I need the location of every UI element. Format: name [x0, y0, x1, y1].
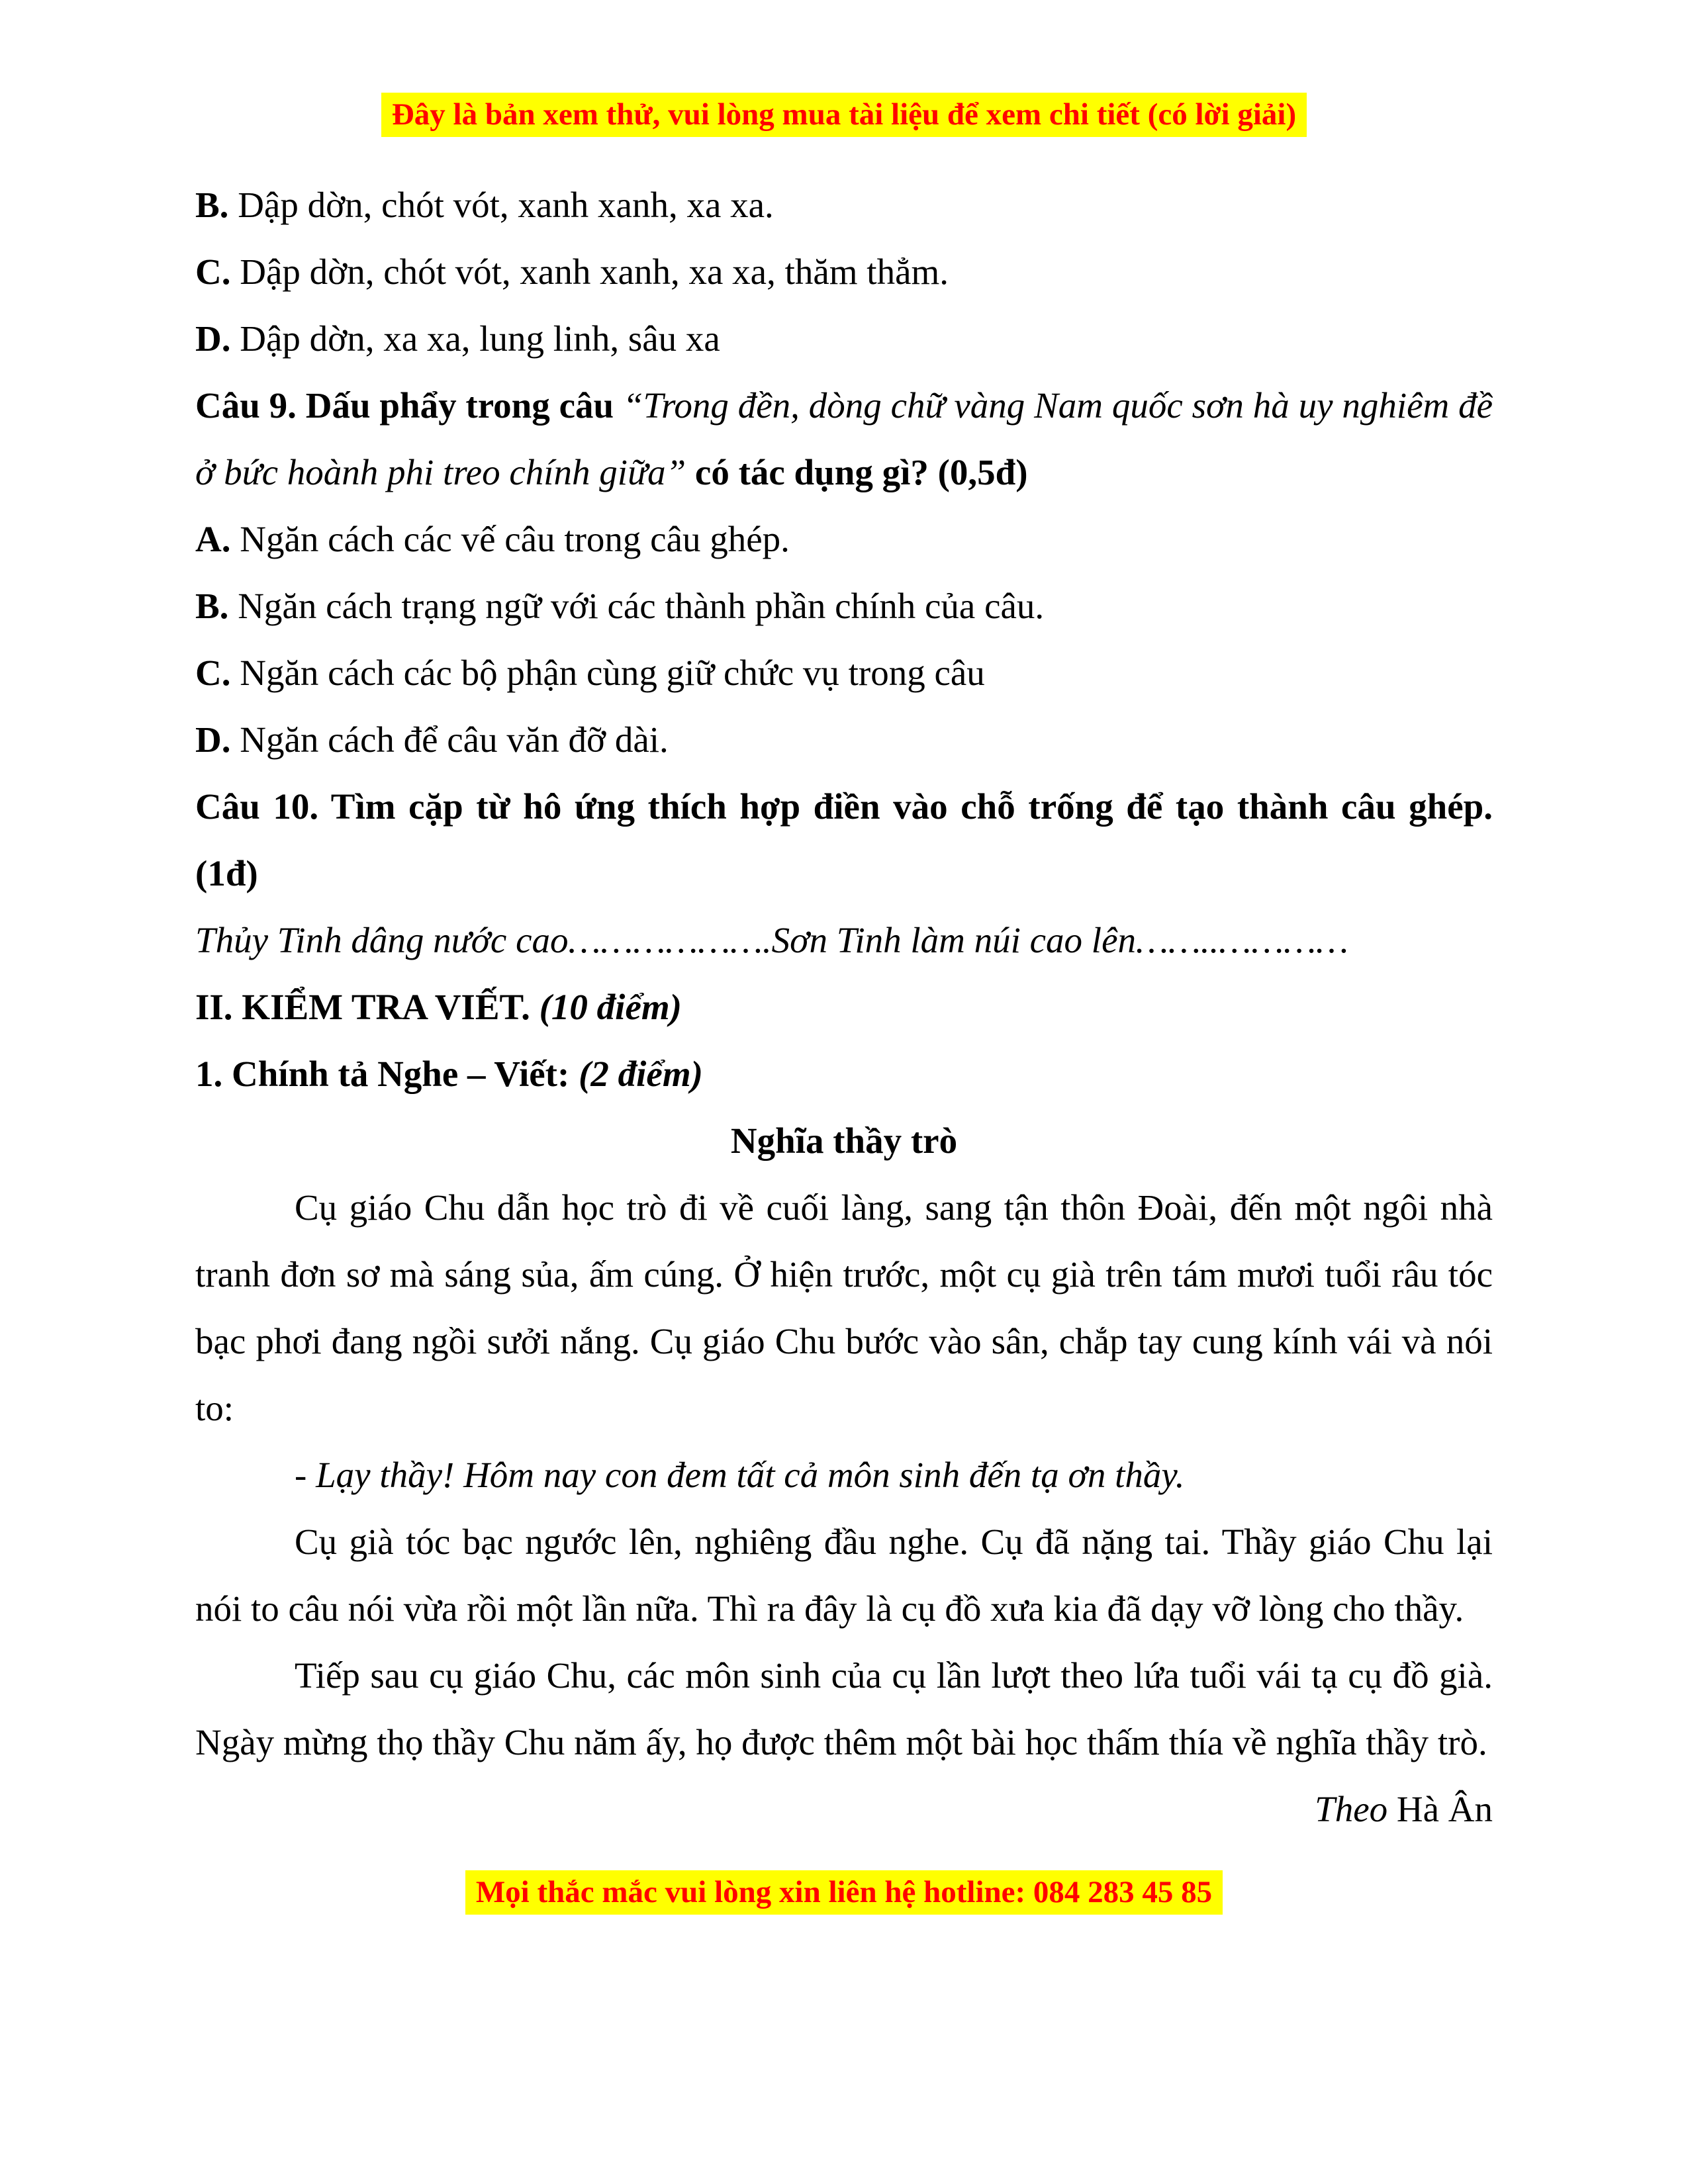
- q8-option-b: [195, 171, 1493, 238]
- q9-option-a-text: Ngăn cách các vế câu trong câu ghép.: [230, 519, 790, 560]
- q8-option-d-label: D.: [195, 318, 231, 359]
- q9-option-d: [195, 706, 1493, 773]
- q9-option-c: [195, 639, 1493, 706]
- q8-option-b-label: B.: [195, 185, 229, 226]
- hotline-banner: Mọi thắc mắc vui lòng xin liên hệ hotline: 084 283 45 85: [465, 1870, 1223, 1915]
- q9-option-c-label: C.: [195, 653, 231, 694]
- top-banner-row: [195, 93, 1493, 137]
- passage-paragraph-2: Cụ già tóc bạc ngước lên, nghiêng đầu nghe. Cụ đã nặng tai. Thầy giáo Chu lại nói to câu nói vừa rồi một lần nữa. Thì ra đây là cụ đồ xưa kia đã dạy vỡ lòng cho thầy.: [195, 1522, 1493, 1629]
- q9-option-c-text: Ngăn cách các bộ phận cùng giữ chức vụ trong câu: [230, 653, 985, 694]
- document-body: [195, 171, 1493, 1843]
- question-9-prompt: [195, 372, 1493, 506]
- attribution-line: [195, 1776, 1493, 1843]
- subsection-1-heading: [195, 1040, 1493, 1107]
- bottom-banner-row: [195, 1870, 1493, 1915]
- q9-option-b-text: Ngăn cách trạng ngữ với các thành phần chính của câu.: [228, 586, 1045, 627]
- q9-option-b: [195, 572, 1493, 639]
- question-9-lead: Câu 9. Dấu phẩy trong câu: [195, 385, 623, 426]
- attribution-theo: Theo: [1315, 1789, 1388, 1830]
- question-9-task: có tác dụng gì? (0,5đ): [686, 452, 1028, 493]
- q8-option-c-label: C.: [195, 251, 231, 293]
- question-10-fill-line: Thủy Tinh dâng nước cao……………….Sơn Tinh làm núi cao lên……..…………: [195, 920, 1348, 961]
- section-2-heading: [195, 974, 1493, 1040]
- q8-option-c: [195, 238, 1493, 305]
- q8-option-b-text: Dập dờn, chót vót, xanh xanh, xa xa.: [228, 185, 774, 226]
- q9-option-d-text: Ngăn cách để câu văn đỡ dài.: [230, 719, 669, 760]
- q9-option-a: [195, 506, 1493, 572]
- section-2-heading-text: II. KIỂM TRA VIẾT.: [195, 987, 530, 1028]
- passage-paragraph-3: Tiếp sau cụ giáo Chu, các môn sinh của cụ lần lượt theo lứa tuổi vái tạ cụ đồ già. Ngày mừng thọ thầy Chu năm ấy, họ được thêm một bài học thấm thía về nghĩa thầy trò.: [195, 1655, 1493, 1763]
- attribution-author: Hà Ân: [1387, 1789, 1493, 1830]
- passage-title: Nghĩa thầy trò: [730, 1120, 958, 1161]
- passage-paragraph-1: Cụ giáo Chu dẫn học trò đi về cuối làng, sang tận thôn Đoài, đến một ngôi nhà tranh đơn sơ mà sáng sủa, ấm cúng. Ở hiện trước, một cụ già trên tám mươi tuổi râu tóc bạc phơi đang ngồi sưởi nắng. Cụ giáo Chu bước vào sân, chắp tay cung kính vái và nói to:: [195, 1187, 1493, 1429]
- q9-option-a-label: A.: [195, 519, 231, 560]
- q8-option-d-text: Dập dờn, xa xa, lung linh, sâu xa: [230, 318, 720, 359]
- q8-option-c-text: Dập dờn, chót vót, xanh xanh, xa xa, thăm thẳm.: [230, 251, 949, 293]
- section-2-heading-points: (10 điểm): [530, 987, 682, 1028]
- subsection-1-heading-text: 1. Chính tả Nghe – Viết:: [195, 1054, 570, 1095]
- subsection-1-heading-points: (2 điểm): [569, 1054, 703, 1095]
- question-9-quote: “Trong đền, dòng chữ vàng Nam quốc sơn hà uy nghiêm đề ở bức hoành phi treo chính giữa”: [195, 385, 1493, 493]
- passage-dialog-line: - Lạy thầy! Hôm nay con đem tất cả môn sinh đến tạ ơn thầy.: [295, 1455, 1185, 1496]
- question-10-prompt: Câu 10. Tìm cặp từ hô ứng thích hợp điền vào chỗ trống để tạo thành câu ghép. (1đ): [195, 786, 1493, 894]
- preview-warning-banner: Đây là bản xem thử, vui lòng mua tài liệu để xem chi tiết (có lời giải): [381, 93, 1307, 137]
- q8-option-d: [195, 305, 1493, 372]
- q9-option-b-label: B.: [195, 586, 229, 627]
- q9-option-d-label: D.: [195, 719, 231, 760]
